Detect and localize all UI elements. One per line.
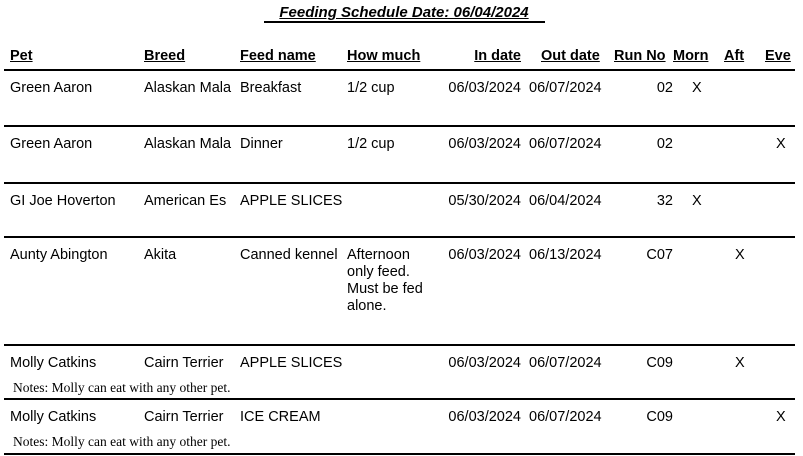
breed: Akita: [144, 247, 177, 263]
out-date: 06/13/2024: [529, 247, 602, 263]
feed-name: APPLE SLICES: [240, 355, 343, 371]
header-eve: Eve: [765, 48, 791, 64]
feed-name: Canned kennel: [240, 247, 338, 263]
run-no: C07: [646, 247, 673, 263]
run-no: 32: [656, 193, 673, 209]
afternoon-mark: X: [735, 355, 745, 371]
in-date: 06/03/2024: [448, 409, 521, 425]
header-pet: Pet: [10, 48, 33, 64]
row-separator: [4, 69, 795, 71]
row-separator: [4, 453, 795, 455]
morning-mark: X: [692, 193, 702, 209]
how-much: 1/2 cup: [347, 80, 395, 96]
feed-name: ICE CREAM: [240, 409, 321, 425]
in-date: 06/03/2024: [448, 355, 521, 371]
pet-name: Molly Catkins: [10, 355, 97, 371]
feed-name: Breakfast: [240, 80, 302, 96]
evening-mark: X: [776, 136, 786, 152]
pet-name: Green Aaron: [10, 136, 93, 152]
run-no: 02: [656, 80, 673, 96]
header-aft: Aft: [724, 48, 745, 64]
out-date: 06/07/2024: [529, 409, 602, 425]
row-notes: Notes: Molly can eat with any other pet.: [13, 380, 231, 395]
title-underline: [264, 21, 545, 23]
evening-mark: X: [776, 409, 786, 425]
in-date: 06/03/2024: [448, 136, 521, 152]
afternoon-mark: X: [735, 247, 745, 263]
run-no: C09: [646, 409, 673, 425]
header-breed: Breed: [144, 48, 186, 64]
pet-name: Green Aaron: [10, 80, 93, 96]
out-date: 06/07/2024: [529, 136, 602, 152]
header-morn: Morn: [673, 48, 709, 64]
breed: Cairn Terrier: [144, 409, 224, 425]
pet-name: Aunty Abington: [10, 247, 108, 263]
feed-name: APPLE SLICES: [240, 193, 343, 209]
run-no: C09: [646, 355, 673, 371]
row-separator: [4, 236, 795, 238]
header-feed-name: Feed name: [240, 48, 316, 64]
header-out-date: Out date: [541, 48, 600, 64]
row-separator: [4, 398, 795, 400]
header-run-no: Run No: [614, 48, 666, 64]
breed: Alaskan Mala: [144, 80, 232, 96]
breed: Alaskan Mala: [144, 136, 232, 152]
header-in-date: In date: [474, 48, 521, 64]
out-date: 06/07/2024: [529, 355, 602, 371]
row-separator: [4, 344, 795, 346]
pet-name: Molly Catkins: [10, 409, 97, 425]
out-date: 06/07/2024: [529, 80, 602, 96]
breed: American Es: [144, 193, 227, 209]
row-separator: [4, 125, 795, 127]
row-separator: [4, 182, 795, 184]
row-notes: Notes: Molly can eat with any other pet.: [13, 434, 231, 449]
in-date: 05/30/2024: [448, 193, 521, 209]
report-title: Feeding Schedule Date: 06/04/2024: [279, 4, 529, 21]
how-much: 1/2 cup: [347, 136, 395, 152]
in-date: 06/03/2024: [448, 80, 521, 96]
header-how-much: How much: [347, 48, 421, 64]
breed: Cairn Terrier: [144, 355, 224, 371]
how-much: Afternoon only feed. Must be fed alone.: [347, 247, 423, 314]
out-date: 06/04/2024: [529, 193, 602, 209]
in-date: 06/03/2024: [448, 247, 521, 263]
feed-name: Dinner: [240, 136, 283, 152]
pet-name: GI Joe Hoverton: [10, 193, 116, 209]
run-no: 02: [656, 136, 673, 152]
morning-mark: X: [692, 80, 702, 96]
